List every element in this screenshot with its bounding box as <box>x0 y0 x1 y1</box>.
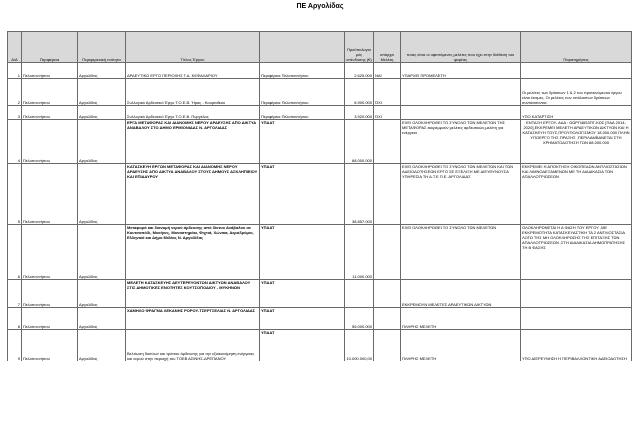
cell-extra: Περιφέρεια Πελοποννήσου <box>260 106 345 120</box>
cell-unit: Αργολίδας <box>78 63 126 79</box>
cell-title: Βελτίωση δικτύων και τρόπου άρδευσης για την εξοικονόμηση ενέργειας και νερού στην περιοχή του ΤΟΕΒ ΑΣΙΝΗΣ-ΔΡΕΠΑΝΟΥ <box>126 330 260 362</box>
header-budget: Προϋπολογισμός επένδυσης (€) <box>345 32 374 63</box>
cell-existing <box>401 79 521 106</box>
cell-study <box>374 120 401 164</box>
cell-unit: Αργολίδας <box>78 225 126 280</box>
cell-unit: Αργολίδας <box>78 120 126 164</box>
header-region: Περιφέρεια <box>22 32 78 63</box>
cell-title: Συλλογικό Αρδευτικό Έργο Τ.Ο.Ε.Β. Πυργέλας <box>126 106 260 120</box>
table-row <box>8 330 632 362</box>
cell-budget <box>345 280 374 308</box>
cell-unit: Αργολίδας <box>78 79 126 106</box>
cell-notes <box>521 280 632 308</box>
cell-notes: ΕΝΤΑΞΗ ΕΡΓΟΥ- ΑΔΑ : ΩΩΡΠ4653ΠΓ-ΚΩΣ [ΠΑΑ 2014-2020],ΕΚΚΡΕΜΕΙ ΜΕΛΕΤΗ ΑΡΔΕΥΤΙΚΩΝ ΔΙΚΤΥΩΝ ΚΑΙ Η ΚΑΤΑΣΚΕΥΗ ΤΟΥΣ,ΠΡΟΥΠΟΛΟΓΙΣΜΟΥ 18.000.000 ΠΛΗΝ ΥΠΟΕΡΓΟ ΤΗΣ ΠΡΑΞΗΣ ,ΠΕΡΙΛΑΜΒΑΝΕΤΑΙ ΣΤΗ ΧΡΗΜΑΤΟΔΟΤΗΣΗ ΤΩΝ 68.000.000 <box>521 120 632 164</box>
table-row <box>8 79 632 106</box>
cell-budget: 10.000.000,00 <box>345 330 374 362</box>
table-header-row <box>8 32 632 63</box>
cell-budget: 68.000.000 <box>345 120 374 164</box>
header-aa: Α/Α <box>8 32 22 63</box>
cell-region: Πελοποννήσου <box>22 63 78 79</box>
cell-extra: ΥΠΑΑΤ <box>260 225 345 280</box>
cell-study <box>374 330 401 362</box>
cell-aa: 2 <box>8 79 22 106</box>
cell-title: Μεταφορά και διανομή νερού άρδευσης από δίκτυο Ανάβαλου σε Κουτσοπόδι, Μυκήνες, Μοναστηράκι, Φιχτιά, Χώνικα, Αεροδρόμιο, Ελληνικό και Δήμο Μιδέας Ν. Αργολίδας <box>126 225 260 280</box>
cell-notes: ΥΠΟ ΚΑΤΑΡΤΙΣΗ <box>521 106 632 120</box>
cell-notes <box>521 308 632 330</box>
cell-title: ΧΑΜΗΛΟ ΦΡΑΓΜΑ ΛΕΚΑΝΗΣ ΡΟΡΟΥ-ΤΣΕΡΤΣΕΛΙΑΣ Ν. ΑΡΓΟΛΙΔΑΣ <box>126 308 260 330</box>
cell-unit: Αργολίδας <box>78 308 126 330</box>
cell-budget: 55.000.000 <box>345 308 374 330</box>
cell-extra: Περιφέρεια Πελοποννήσου <box>260 79 345 106</box>
cell-existing <box>401 106 521 120</box>
cell-existing: ΠΛΗΡΗΣ ΜΕΛΕΤΗ <box>401 308 521 330</box>
header-existing: ποιες είναι οι υφιστάμενες μελέτες που έχει στην διάθεση του φορέας <box>401 32 521 63</box>
cell-existing: ΕΧΕΙ ΟΛΟΚΛΗΡΩΘΕΙ ΤΟ ΣΥΝΟΛΟ ΤΩΝ ΜΕΛΕΤΩΝ ΚΑΙ ΤΩΝ ΑΔΕΙΟΔΟΤΗΣΕΩΝ ΕΡΓΟ ΣΕ ΕΞΕΛΙΞΗ ΜΕ ΔΙΕΥΘΥΝΟΥΣΑ ΥΠΗΡΕΣΙΑ ΤΗ Δ.Τ.Ε Π.Ε. ΑΡΓΟΛΙΔΑΣ <box>401 164 521 225</box>
table-row <box>8 63 632 79</box>
cell-notes: ΟΛΟΚΛΗΡΩΝΕΤΑΙ Η Α ΦΑΣΗ ΤΟΥ ΕΡΓΟΥ ,ΜΕ ΕΚΚΡΕΜΟΤΗΤΑ ΚΑΤΑΣΚΕΥΑΣΤΙΚΗ ΤΑ 2 ΑΝΤΛΙΟΣΤΑΣΙΑ ΛΟΓΩ ΤΗΣ ΜΗ ΟΛΟΚΛΗΡΩΣΗΣ ΤΗΣ ΕΠΙΤΑΞΗΣ ΤΩΝ ΑΠΑΛΛΟΤΡΙΩΣΕΩΝ ,ΣΤΗ ΔΙΑΔΙΚΑΣΙΑ ΔΗΜΟΠΡΑΤΗΣΗΣ ΤΗ Β ΦΑΣΗΣ <box>521 225 632 280</box>
header-extra <box>260 32 345 63</box>
cell-extra: ΥΠΑΑΤ <box>260 120 345 164</box>
cell-region: Πελοποννήσου <box>22 280 78 308</box>
cell-existing: ΠΛΗΡΗΣ ΜΕΛΕΤΗ <box>401 330 521 362</box>
projects-table <box>7 31 632 361</box>
header-unit: Περιφερειακή ενότητα <box>78 32 126 63</box>
cell-title: ΑΡΔΕΥΤΙΚΟ ΕΡΓΟ ΠΕΡΙΟΧΗΣ Τ.Δ. ΚΕΦΑΛΑΡΙΟΥ <box>126 63 260 79</box>
cell-existing: ΕΧΕΙ ΟΛΟΚΛΗΡΩΘΕΙ ΤΟ ΣΥΝΟΛΟ ΤΩΝ ΜΕΛΕΤΩΝ <box>401 225 521 280</box>
cell-region: Πελοποννήσου <box>22 164 78 225</box>
header-title: Τίτλος Έργου <box>126 32 260 63</box>
cell-existing: ΥΠΑΡΧΕΙ ΠΡΟΜΕΛΕΤΗ <box>401 63 521 79</box>
cell-notes: Οι μελέτες των δράσεων 1 & 2 του προτεινόμενου έργου είναι έτοιμες. Οι μελέτες των υπόλοιπων δράσεων συντάσσονται. <box>521 79 632 106</box>
cell-notes: ΕΚΚΡΕΜΕΙ Η ΑΠΟΚΤΗΣΗ ΟΙΚΟΠΕΔΩΝ ΑΝΤΛΙΟΣΤΑΣΙΩΝ ΚΑΙ ΛΙΜΝΟΔΕΞΑΜΕΝΩΝ ΜΕ ΤΗ ΔΙΑΔΙΚΑΣΙΑ ΤΩΝ ΑΠΑΛΛΟΤΡΙΩΣΕΩΝ <box>521 164 632 225</box>
page-title: ΠΕ Αργολίδας <box>296 3 344 10</box>
cell-extra: ΥΠΑΑΤ <box>260 308 345 330</box>
cell-region: Πελοποννήσου <box>22 330 78 362</box>
cell-unit: Αργολίδας <box>78 106 126 120</box>
cell-study <box>374 280 401 308</box>
cell-study <box>374 308 401 330</box>
cell-title: ΚΑΤΑΣΚΕΥΗ ΕΡΓΩΝ ΜΕΤΑΦΟΡΑΣ ΚΑΙ ΔΙΑΝΟΜΗΣ ΝΕΡΟΥ ΑΡΔΕΥΣΗΣ ΑΠΟ ΔΙΚΤΥΑ ΑΝΑΒΑΛΟΥ ΣΤΟΥΣ ΔΗΜΟΥΣ ΑΣΚΛΗΠΙΕΙΟΥ ΚΑΙ ΕΠΙΔΑΥΡΟΥ <box>126 164 260 225</box>
cell-title: ΕΡΓΑ ΜΕΤΑΦΟΡΑΣ ΚΑΙ ΔΙΑΝΟΜΗΣ ΝΕΡΟΥ ΑΡΔΕΥΣΗΣ ΑΠΟ ΔΙΚΤΥΑ ΑΝΑΒΑΛΟΥ ΣΤΟ ΔΗΜΟ ΕΡΜΙΟΝΙΔΑΣ Ν. ΑΡΓΟΛΙΔΑΣ <box>126 120 260 164</box>
cell-budget: 38.857.000 <box>345 164 374 225</box>
header-study: υπάρχει Μελέτη <box>374 32 401 63</box>
cell-unit: Αργολίδας <box>78 280 126 308</box>
cell-unit: Αργολίδας <box>78 164 126 225</box>
cell-notes: ΥΠΟ ΔΙΕΡΕΥΝΗΣΗ Η ΠΕΡΙΒΑΛΛΟΝΤΙΚΗ ΑΔΕΙΟΔΟΤΗΣΗ <box>521 330 632 362</box>
cell-unit: Αργολίδας <box>78 330 126 362</box>
cell-extra: ΥΠΑΑΤ <box>260 164 345 225</box>
cell-existing: ΕΧΕΙ ΟΛΟΚΛΗΡΩΘΕΙ ΤΟ ΣΥΝΟΛΟ ΤΩΝ ΜΕΛΕΤΩΝ ΤΗΣ ΜΕΤΑΦΟΡΑΣ εκκρεμμούν μελέτες αρδευτικών,μελέτη για ενέργεια <box>401 120 521 164</box>
table-row <box>8 164 632 225</box>
cell-study: ΌΧΙ <box>374 79 401 106</box>
cell-region: Πελοποννήσου <box>22 120 78 164</box>
cell-aa: 1 <box>8 63 22 79</box>
cell-study <box>374 164 401 225</box>
cell-budget: 3.920.000 <box>345 106 374 120</box>
cell-existing: ΕΚΚΡΕΜΟΥΝ ΜΕΛΕΤΕΣ ΑΡΔΕΥΤΙΚΩΝ ΔΙΚΤΥΩΝ <box>401 280 521 308</box>
cell-study <box>374 225 401 280</box>
cell-region: Πελοποννήσου <box>22 106 78 120</box>
table-row <box>8 106 632 120</box>
cell-aa: 3 <box>8 106 22 120</box>
cell-aa: 9 <box>8 330 22 362</box>
cell-budget: 2.625.000 <box>345 63 374 79</box>
header-notes: Παρατηρήσεις <box>521 32 632 63</box>
cell-region: Πελοποννήσου <box>22 79 78 106</box>
cell-study: ΌΧΙ <box>374 106 401 120</box>
cell-notes <box>521 63 632 79</box>
cell-aa: 8 <box>8 308 22 330</box>
cell-extra: ΥΠΑΑΤ <box>260 330 345 362</box>
table-row <box>8 280 632 308</box>
table-row <box>8 120 632 164</box>
cell-aa: 4 <box>8 120 22 164</box>
cell-study: ΝΑΙ <box>374 63 401 79</box>
cell-title: Συλλογικό Αρδευτικό Έργο Τ.Ο.Ε.Β. Ήρας - Κουρταΐκου <box>126 79 260 106</box>
table-row <box>8 308 632 330</box>
cell-extra: ΥΠΑΑΤ <box>260 280 345 308</box>
cell-region: Πελοποννήσου <box>22 225 78 280</box>
cell-extra: Περιφέρεια Πελοποννήσου <box>260 63 345 79</box>
cell-budget: 11.000.000 <box>345 225 374 280</box>
cell-region: Πελοποννήσου <box>22 308 78 330</box>
cell-aa: 7 <box>8 280 22 308</box>
cell-aa: 5 <box>8 164 22 225</box>
table-row <box>8 225 632 280</box>
cell-title: ΜΕΛΕΤΗ ΚΑΤΑΣΚΕΥΗΣ ΔΕΥΤΕΡΕΥΟΝΤΩΝ ΔΙΚΤΥΩΝ ΑΝΑΒΑΛΟΥ ΣΤΙΣ ΔΗΜΟΤΙΚΕΣ ΕΝΟΤΗΤΕΣ ΚΟΥΤΣΟΠΟΔΙΟΥ - ΜΥΚΗΝΩΝ <box>126 280 260 308</box>
cell-aa: 6 <box>8 225 22 280</box>
cell-budget: 6.900.000 <box>345 79 374 106</box>
